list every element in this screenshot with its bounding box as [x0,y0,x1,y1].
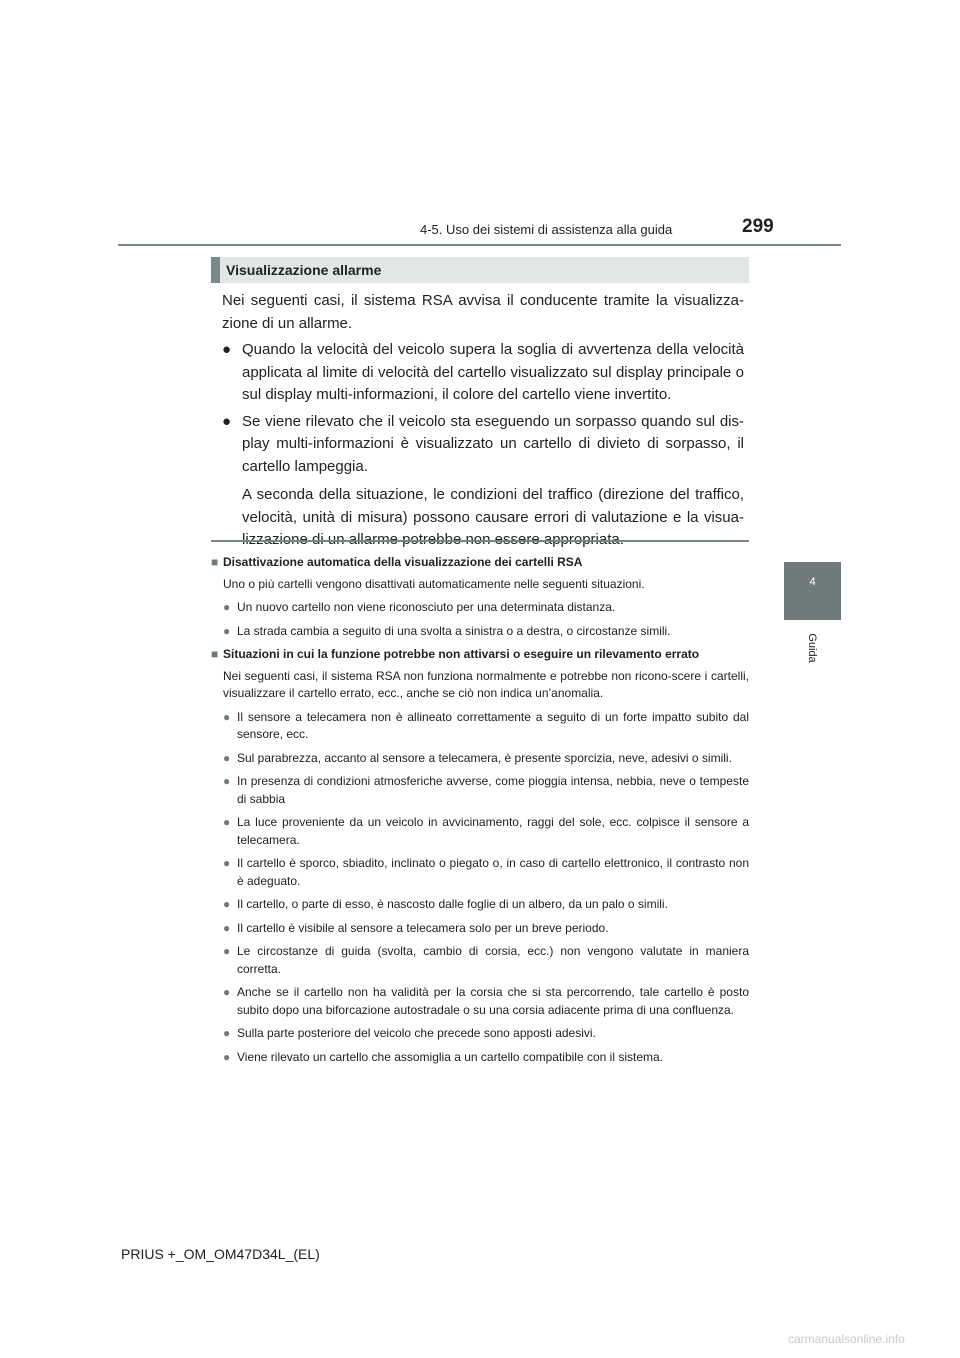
bullet-icon: ● [223,709,231,724]
section1-heading: ■ Disattivazione automatica della visualizzazione dei cartelli RSA [211,554,749,572]
bullet-icon: ● [223,920,231,935]
alarm-intro: Nei seguenti casi, il sistema RSA avvisa il conducente tramite la visualizza-zione di un allarme. [222,292,744,332]
list-item: ● Anche se il cartello non ha validità per la corsia che si sta percorrendo, tale cartello è posto subito dopo una biforcazione autostradale o su una corsia adiacente prima di una confluenza. [223,984,749,1019]
chapter-label-text: Guida [806,633,818,663]
list-item: ● La luce proveniente da un veicolo in avvicinamento, raggi del sole, ecc. colpisce il sensore a telecamera. [223,814,749,849]
section-divider [211,540,749,542]
list-item: ● Il cartello, o parte di esso, è nascosto dalle foglie di un albero, da un palo o simili. [223,896,749,914]
watermark: carmanualsonline.info [788,1332,905,1346]
page-number: 299 [742,216,774,237]
bullet-icon: ● [223,1049,231,1064]
bullet-icon: ● [223,600,231,614]
bullet-icon: ● [223,774,231,788]
section2-heading: ■ Situazioni in cui la funzione potrebbe non attivarsi o eseguire un rilevamento errato [211,646,749,664]
manual-code-footer: PRIUS +_OM_OM47D34L_(EL) [121,1246,320,1262]
list-item: ● Il sensore a telecamera non è allineato correttamente a seguito di un forte impatto subito dal sensore, ecc. [223,709,749,744]
bullet-icon: ● [223,985,231,999]
bullet-icon: ● [223,1026,231,1040]
list-item: ● Sulla parte posteriore del veicolo che precede sono apposti adesivi. [223,1025,749,1043]
alarm-note: A seconda della situazione, le condizioni del traffico (direzione del traffico, velocità, unità di misura) possono causare errori di valutazione e la visua- [242,486,744,526]
bullet-icon: ● [223,750,231,765]
list-item: ● In presenza di condizioni atmosferiche avverse, come pioggia intensa, nebbia, neve o tempeste di sabbia [223,773,749,808]
list-item: ● Le circostanze di guida (svolta, cambio di corsia, ecc.) non vengono valutate in maniera corretta. [223,943,749,978]
list-item: ● Il cartello è sporco, sbiadito, inclinato o piegato o, in caso di cartello elettronico, il contrasto non è adeguato. [223,855,749,890]
section1-intro: Uno o più cartelli vengono disattivati automaticamente nelle seguenti situazioni. [223,576,645,591]
alarm-box-content [222,290,744,552]
square-bullet-icon: ■ [211,555,219,569]
bullet-icon: ● [223,815,231,829]
list-item: ● Un nuovo cartello non viene riconosciuto per una determinata distanza. [223,599,749,617]
alarm-bullet: ● Quando la velocità del veicolo supera la soglia di avvertenza della velocità applicata al limite di velocità del cartello visualizzato sul display principale o sul display multi-informazioni, il colore del cartello viene invertito. [222,339,744,407]
chapter-tab [784,562,841,620]
list-item: ● Viene rilevato un cartello che assomiglia a un cartello compatibile con il sistema. [223,1049,749,1067]
bullet-icon: ● [223,897,231,911]
header-section-title: 4-5. Uso dei sistemi di assistenza alla guida [420,222,673,237]
bullet-icon: ● [223,944,231,958]
header-divider [118,244,841,246]
bullet-icon: ● [222,341,232,358]
alarm-bullet: ● Se viene rilevato che il veicolo sta eseguendo un sorpasso quando sul dis-play multi-informazioni è visualizzato un cartello di divieto di sorpasso, il cartello lampeggia. [222,411,744,479]
list-item: ● Sul parabrezza, accanto al sensore a telecamera, è presente sporcizia, neve, adesivi o simili. [223,750,749,768]
alarm-box-title: Visualizzazione allarme [211,257,749,283]
bullet-icon: ● [222,412,232,430]
list-item: ● La strada cambia a seguito di una svolta a sinistra o a destra, o circostanze simili. [223,623,749,641]
square-bullet-icon: ■ [211,647,219,661]
section2-intro: Nei seguenti casi, il sistema RSA non funziona normalmente e potrebbe non ricono-scere i cartelli, visualizzare il cartello errato, ecc., anche se ciò non indica un’anomalia. [223,668,749,700]
chapter-label [788,628,838,668]
chapter-number: 4 [809,576,816,588]
bullet-icon: ● [223,856,231,870]
bullet-icon: ● [223,623,231,638]
list-item: ● Il cartello è visibile al sensore a telecamera solo per un breve periodo. [223,920,749,938]
notes-area [211,550,749,1066]
